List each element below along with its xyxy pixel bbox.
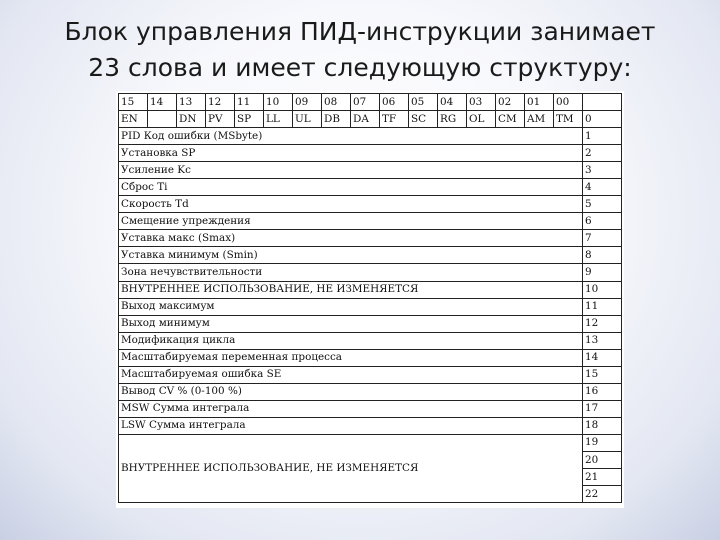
table-row (119, 298, 622, 315)
bit-number-cell: 05 (409, 94, 438, 111)
pid-control-block-table-image (116, 91, 624, 508)
status-bit-cell: DN (177, 111, 206, 128)
bit-number-cell: 00 (554, 94, 583, 111)
row-label-cell: Зона нечувствительности (119, 264, 583, 281)
word-number-cell: 10 (583, 281, 622, 298)
status-bit-cell: OL (467, 111, 496, 128)
table-row (119, 213, 622, 230)
row-label-cell: Установка SP (119, 145, 583, 162)
empty-cell (583, 94, 622, 111)
table-row (119, 349, 622, 366)
row-label-cell: Выход максимум (119, 298, 583, 315)
bit-number-cell: 08 (322, 94, 351, 111)
word-number-cell: 18 (583, 417, 622, 434)
row-label-cell: LSW Сумма интеграла (119, 417, 583, 434)
row-label-cell: MSW Сумма интеграла (119, 400, 583, 417)
table-row (119, 247, 622, 264)
table-row (119, 383, 622, 400)
word-number-cell: 8 (583, 247, 622, 264)
word-number-cell: 9 (583, 264, 622, 281)
status-bit-cell: EN (119, 111, 148, 128)
word-number-cell: 20 (583, 451, 622, 468)
status-bit-cell: SC (409, 111, 438, 128)
row-label-cell: Усиление Kc (119, 162, 583, 179)
table-row (119, 230, 622, 247)
table-row (119, 196, 622, 213)
status-bit-cell: TM (554, 111, 583, 128)
bit-number-cell: 02 (496, 94, 525, 111)
table-row (119, 315, 622, 332)
row-label-cell: Вывод CV % (0-100 %) (119, 383, 583, 400)
word-number-cell: 3 (583, 162, 622, 179)
bit-number-cell: 01 (525, 94, 554, 111)
status-bit-cell: AM (525, 111, 554, 128)
slide-title (0, 14, 720, 86)
word-number-cell: 0 (583, 111, 622, 128)
row-label-cell: Сброс Ti (119, 179, 583, 196)
word-number-cell: 1 (583, 128, 622, 145)
bit-number-cell: 06 (380, 94, 409, 111)
status-bit-cell: LL (264, 111, 293, 128)
table-body (119, 94, 622, 503)
table-row (119, 366, 622, 383)
status-bit-cell: PV (206, 111, 235, 128)
row-label-cell: Масштабируемая ошибка SE (119, 366, 583, 383)
bit-number-cell: 15 (119, 94, 148, 111)
row-label-cell: Уставка макс (Smax) (119, 230, 583, 247)
row-label-cell: Смещение упреждения (119, 213, 583, 230)
row-label-cell: ВНУТРЕННЕЕ ИСПОЛЬЗОВАНИЕ, НЕ ИЗМЕНЯЕТСЯ (119, 281, 583, 298)
slide-title-line-1: Блок управления ПИД-инструкции занимает (64, 17, 656, 46)
row-label-cell: Масштабируемая переменная процесса (119, 349, 583, 366)
row-label-cell: Скорость Td (119, 196, 583, 213)
word-number-cell: 13 (583, 332, 622, 349)
row-label-cell: Модификация цикла (119, 332, 583, 349)
row-label-cell: Выход минимум (119, 315, 583, 332)
table-row (119, 332, 622, 349)
word-number-cell: 12 (583, 315, 622, 332)
table-row (119, 128, 622, 145)
table-row (119, 179, 622, 196)
status-bit-cell: TF (380, 111, 409, 128)
table-row-bit-numbers (119, 94, 622, 111)
bit-number-cell: 09 (293, 94, 322, 111)
bit-number-cell: 10 (264, 94, 293, 111)
word-number-cell: 19 (583, 434, 622, 451)
status-bit-cell: SP (235, 111, 264, 128)
bit-number-cell: 11 (235, 94, 264, 111)
word-number-cell: 15 (583, 366, 622, 383)
table-row-internal (119, 434, 622, 451)
bit-number-cell: 04 (438, 94, 467, 111)
status-bit-cell: UL (293, 111, 322, 128)
table-row (119, 162, 622, 179)
word-number-cell: 2 (583, 145, 622, 162)
table-row-word-0 (119, 111, 622, 128)
bit-number-cell: 13 (177, 94, 206, 111)
word-number-cell: 14 (583, 349, 622, 366)
table-row (119, 264, 622, 281)
internal-use-label-cell: ВНУТРЕННЕЕ ИСПОЛЬЗОВАНИЕ, НЕ ИЗМЕНЯЕТСЯ (119, 434, 583, 502)
slide-title-line-2: 23 слова и имеет следующую структуру: (88, 53, 632, 82)
status-bit-cell (148, 111, 177, 128)
bit-number-cell: 03 (467, 94, 496, 111)
row-label-cell: PID Код ошибки (MSbyte) (119, 128, 583, 145)
word-number-cell: 5 (583, 196, 622, 213)
table-row (119, 281, 622, 298)
table-row (119, 400, 622, 417)
word-number-cell: 7 (583, 230, 622, 247)
word-number-cell: 11 (583, 298, 622, 315)
word-number-cell: 4 (583, 179, 622, 196)
word-number-cell: 16 (583, 383, 622, 400)
bit-number-cell: 14 (148, 94, 177, 111)
row-label-cell: Уставка минимум (Smin) (119, 247, 583, 264)
status-bit-cell: DA (351, 111, 380, 128)
word-number-cell: 17 (583, 400, 622, 417)
bit-number-cell: 12 (206, 94, 235, 111)
bit-number-cell: 07 (351, 94, 380, 111)
status-bit-cell: CM (496, 111, 525, 128)
table-row (119, 417, 622, 434)
pid-control-block-table (118, 93, 622, 503)
status-bit-cell: RG (438, 111, 467, 128)
word-number-cell: 22 (583, 486, 622, 503)
table-row (119, 145, 622, 162)
word-number-cell: 6 (583, 213, 622, 230)
word-number-cell: 21 (583, 469, 622, 486)
status-bit-cell: DB (322, 111, 351, 128)
